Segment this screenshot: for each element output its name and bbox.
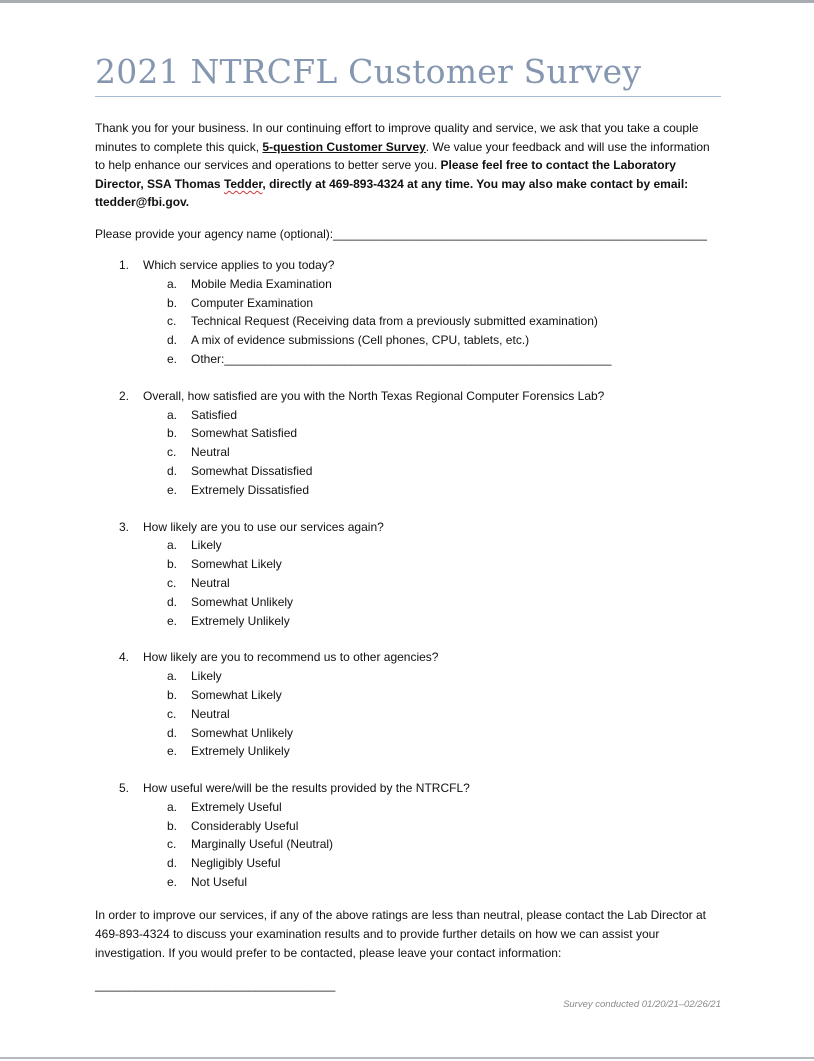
question-item bbox=[95, 518, 721, 631]
option-text: Somewhat Likely bbox=[191, 557, 282, 572]
question-text: Overall, how satisfied are you with the North Texas Regional Computer Forensics Lab? bbox=[143, 388, 605, 403]
option-text: Extremely Unlikely bbox=[191, 613, 290, 628]
survey-dates-note: Survey conducted 01/20/21–02/26/21 bbox=[563, 998, 721, 1010]
option-letter: d. bbox=[167, 333, 178, 348]
answer-option[interactable] bbox=[95, 294, 721, 313]
option-text: Neutral bbox=[191, 706, 230, 721]
option-letter: e. bbox=[167, 875, 178, 890]
answer-option[interactable] bbox=[95, 667, 721, 686]
answer-option[interactable] bbox=[95, 555, 721, 574]
question-row bbox=[95, 518, 721, 537]
answer-option[interactable] bbox=[95, 798, 721, 817]
option-text: Neutral bbox=[191, 445, 230, 460]
intro-text-1: Thank you for your business. In our continuing effort to improve quality and service, we ask that you take a couple minutes to complete this quick, bbox=[95, 121, 699, 154]
option-text: Somewhat Unlikely bbox=[191, 725, 294, 740]
question-item bbox=[95, 256, 721, 369]
contact-info-blank[interactable]: ____________________________________ bbox=[95, 977, 336, 992]
option-text: Extremely Useful bbox=[191, 799, 282, 814]
option-letter: d. bbox=[167, 856, 178, 871]
option-letter: c. bbox=[167, 837, 177, 852]
document-title: 2021 NTRCFL Customer Survey bbox=[95, 52, 721, 97]
option-text: Marginally Useful (Neutral) bbox=[191, 837, 334, 852]
answer-option[interactable] bbox=[95, 574, 721, 593]
option-letter: b. bbox=[167, 295, 178, 310]
question-row bbox=[95, 648, 721, 667]
page-bottom-border bbox=[0, 1057, 814, 1059]
answer-option[interactable] bbox=[95, 817, 721, 836]
option-text: Other:__________________________________________________________ bbox=[191, 351, 612, 366]
option-text: Considerably Useful bbox=[191, 818, 299, 833]
option-text: Likely bbox=[191, 538, 222, 553]
option-text: Not Useful bbox=[191, 875, 248, 890]
option-letter: c. bbox=[167, 445, 177, 460]
director-name-misspelled: Tedder bbox=[223, 176, 263, 191]
answer-option[interactable] bbox=[95, 835, 721, 854]
option-text: Extremely Dissatisfied bbox=[191, 482, 310, 497]
intro-paragraph bbox=[95, 119, 721, 212]
option-letter: a. bbox=[167, 669, 178, 684]
option-letter: b. bbox=[167, 557, 178, 572]
option-letter: c. bbox=[167, 706, 177, 721]
question-item bbox=[95, 779, 721, 892]
option-letter: b. bbox=[167, 687, 178, 702]
option-text: Computer Examination bbox=[191, 295, 314, 310]
answer-option[interactable] bbox=[95, 443, 721, 462]
question-text: How likely are you to use our services again? bbox=[143, 519, 384, 534]
option-letter: a. bbox=[167, 799, 178, 814]
option-text: Neutral bbox=[191, 575, 230, 590]
option-letter: c. bbox=[167, 575, 177, 590]
option-letter: b. bbox=[167, 818, 178, 833]
option-text: Technical Request (Receiving data from a previously submitted examination) bbox=[191, 314, 598, 329]
option-text: A mix of evidence submissions (Cell phones, CPU, tablets, etc.) bbox=[191, 333, 530, 348]
option-letter: b. bbox=[167, 426, 178, 441]
question-text: How likely are you to recommend us to other agencies? bbox=[143, 650, 439, 665]
document-page bbox=[95, 52, 721, 1012]
answer-option[interactable] bbox=[95, 536, 721, 555]
answer-option[interactable] bbox=[95, 424, 721, 443]
answer-option[interactable] bbox=[95, 406, 721, 425]
option-letter: c. bbox=[167, 314, 177, 329]
option-letter: e. bbox=[167, 744, 178, 759]
question-text: Which service applies to you today? bbox=[143, 257, 335, 272]
answer-option[interactable] bbox=[95, 462, 721, 481]
option-text: Somewhat Satisfied bbox=[191, 426, 298, 441]
question-list bbox=[95, 256, 721, 892]
agency-name-prompt[interactable]: Please provide your agency name (optional):________________________________________________________ bbox=[95, 226, 707, 241]
option-text: Extremely Unlikely bbox=[191, 744, 290, 759]
intro-contact-bold-1: Please feel free to contact the Laboratory Director, SSA Thomas bbox=[95, 158, 676, 191]
option-letter: a. bbox=[167, 407, 178, 422]
option-text: Satisfied bbox=[191, 407, 238, 422]
answer-option[interactable] bbox=[95, 331, 721, 350]
outro-paragraph: In order to improve our services, if any of the above ratings are less than neutral, please contact the Lab Director at 469-893-4324 to discuss your examination results and to provide further details on how we can assist your investigation. If you would prefer to be contacted, please leave your contact information: bbox=[95, 907, 706, 960]
option-text: Mobile Media Examination bbox=[191, 276, 332, 291]
answer-option[interactable] bbox=[95, 312, 721, 331]
question-item bbox=[95, 387, 721, 500]
answer-option[interactable] bbox=[95, 724, 721, 743]
option-letter: a. bbox=[167, 538, 178, 553]
answer-option[interactable] bbox=[95, 705, 721, 724]
option-text: Likely bbox=[191, 669, 222, 684]
answer-option[interactable] bbox=[95, 350, 721, 369]
answer-option[interactable] bbox=[95, 854, 721, 873]
option-text: Somewhat Dissatisfied bbox=[191, 463, 313, 478]
answer-option[interactable] bbox=[95, 686, 721, 705]
question-row bbox=[95, 779, 721, 798]
question-row bbox=[95, 387, 721, 406]
answer-options bbox=[95, 536, 721, 630]
question-number: 4. bbox=[119, 650, 130, 665]
answer-options bbox=[95, 406, 721, 500]
page-top-border bbox=[0, 0, 814, 3]
option-text: Negligibly Useful bbox=[191, 856, 281, 871]
option-letter: d. bbox=[167, 725, 178, 740]
question-item bbox=[95, 648, 721, 761]
answer-option[interactable] bbox=[95, 742, 721, 761]
question-number: 3. bbox=[119, 519, 130, 534]
intro-contact-bold-2: , directly at 469-893-4324 at any time. You may also make contact by email: ttedder@fbi.gov. bbox=[95, 176, 689, 210]
answer-options bbox=[95, 798, 721, 892]
option-letter: d. bbox=[167, 463, 178, 478]
option-letter: a. bbox=[167, 276, 178, 291]
question-number: 2. bbox=[119, 388, 130, 403]
question-number: 5. bbox=[119, 781, 130, 796]
survey-name-link: 5-question Customer Survey bbox=[262, 139, 426, 154]
question-number: 1. bbox=[119, 257, 130, 272]
answer-options bbox=[95, 275, 721, 369]
option-letter: e. bbox=[167, 351, 178, 366]
answer-option[interactable] bbox=[95, 873, 721, 892]
answer-option[interactable] bbox=[95, 593, 721, 612]
intro-text-2: . We value your feedback and will use the information to help enhance our services and operations to better serve you. bbox=[95, 139, 710, 173]
option-letter: e. bbox=[167, 613, 178, 628]
question-row bbox=[95, 256, 721, 275]
answer-options bbox=[95, 667, 721, 761]
answer-option[interactable] bbox=[95, 481, 721, 500]
answer-option[interactable] bbox=[95, 275, 721, 294]
answer-option[interactable] bbox=[95, 612, 721, 631]
option-text: Somewhat Unlikely bbox=[191, 594, 294, 609]
option-letter: e. bbox=[167, 482, 178, 497]
option-letter: d. bbox=[167, 594, 178, 609]
option-text: Somewhat Likely bbox=[191, 687, 282, 702]
question-text: How useful were/will be the results provided by the NTRCFL? bbox=[143, 781, 470, 796]
